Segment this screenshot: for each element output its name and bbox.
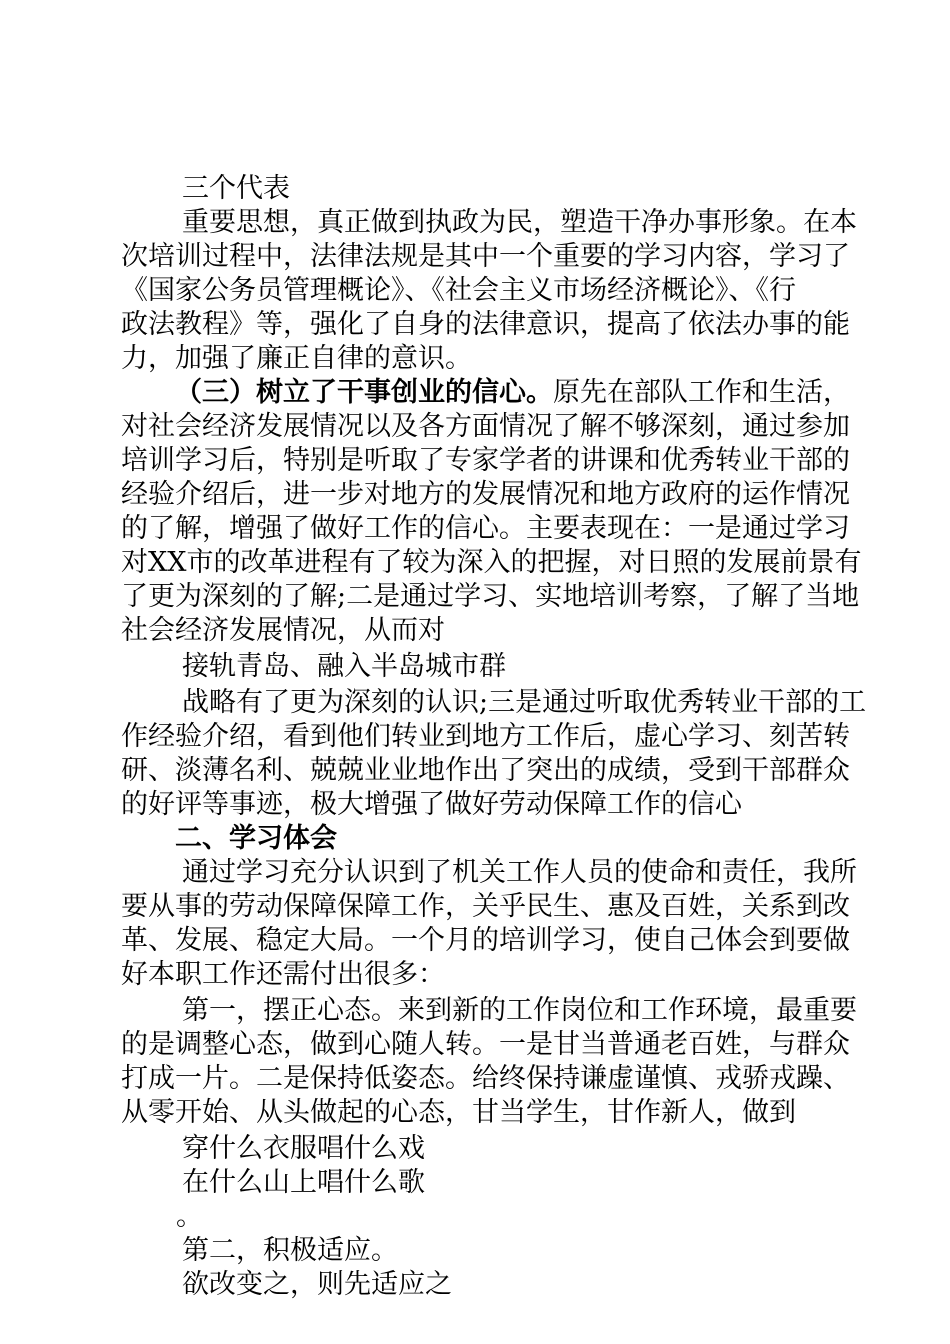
- body-line: 从零开始、从头做起的心态，甘当学生，甘作新人，做到: [121, 1097, 796, 1128]
- body-line: 的好评等事迹，极大增强了做好劳动保障工作的信心: [121, 789, 742, 820]
- body-line: 社会经济发展情况，从而对: [121, 615, 445, 646]
- body-line: 重要思想，真正做到执政为民，塑造干净办事形象。在本: [182, 207, 857, 238]
- body-line: 的是调整心态，做到心随人转。一是甘当普通老百姓，与群众: [121, 1029, 850, 1060]
- body-line: 对XX市的改革进程有了较为深入的把握，对日照的发展前景有: [121, 547, 862, 578]
- body-line: 第二，积极适应。: [182, 1235, 398, 1266]
- body-line: 的了解，增强了做好工作的信心。主要表现在：一是通过学习: [121, 513, 850, 544]
- body-line: 研、淡薄名利、兢兢业业地作出了突出的成绩，受到干部群众: [121, 755, 850, 786]
- body-line: 经验介绍后，进一步对地方的发展情况和地方政府的运作情况: [121, 479, 850, 510]
- body-line: 了更为深刻的了解;二是通过学习、实地培训考察，了解了当地: [121, 581, 860, 612]
- body-line: 战略有了更为深刻的认识;三是通过听取优秀转业干部的工: [182, 687, 867, 718]
- body-line: 培训学习后，特别是听取了专家学者的讲课和优秀转业干部的: [121, 445, 850, 476]
- body-line: 次培训过程中，法律法规是其中一个重要的学习内容，学习了: [121, 241, 850, 272]
- body-line: 要从事的劳动保障保障工作，关乎民生、惠及百姓，关系到改: [121, 891, 850, 922]
- body-line: 作经验介绍，看到他们转业到地方工作后，虚心学习、刻苦转: [121, 721, 850, 752]
- body-line: 三个代表: [182, 173, 290, 204]
- section-heading: 二、学习体会: [175, 823, 337, 854]
- subheading-label: （三）树立了干事创业的信心。: [175, 377, 553, 408]
- body-line: 打成一片。二是保持低姿态。给终保持谦虚谨慎、戎骄戎躁、: [121, 1063, 850, 1094]
- subheading-line: [175, 376, 850, 410]
- body-line: 力，加强了廉正自律的意识。: [121, 343, 472, 374]
- body-line: 好本职工作还需付出很多：: [121, 959, 445, 990]
- body-line: 接轨青岛、融入半岛城市群: [182, 651, 506, 682]
- body-line: 对社会经济发展情况以及各方面情况了解不够深刻，通过参加: [121, 411, 850, 442]
- body-line: 通过学习充分认识到了机关工作人员的使命和责任，我所: [182, 857, 857, 888]
- body-line: 革、发展、稳定大局。一个月的培训学习，使自己体会到要做: [121, 925, 850, 956]
- body-line: 穿什么衣服唱什么戏: [182, 1133, 425, 1164]
- body-line: 政法教程》等，强化了自身的法律意识，提高了依法办事的能: [121, 309, 850, 340]
- body-line: 第一，摆正心态。来到新的工作岗位和工作环境，最重要: [182, 995, 857, 1026]
- body-line: 《国家公务员管理概论》、《社会主义市场经济概论》、《行: [121, 275, 796, 306]
- body-line: 在什么山上唱什么歌: [182, 1167, 425, 1198]
- body-line: 。: [176, 1201, 203, 1232]
- body-line: 欲改变之，则先适应之: [182, 1269, 452, 1300]
- body-text: 原先在部队工作和生活，: [553, 377, 850, 408]
